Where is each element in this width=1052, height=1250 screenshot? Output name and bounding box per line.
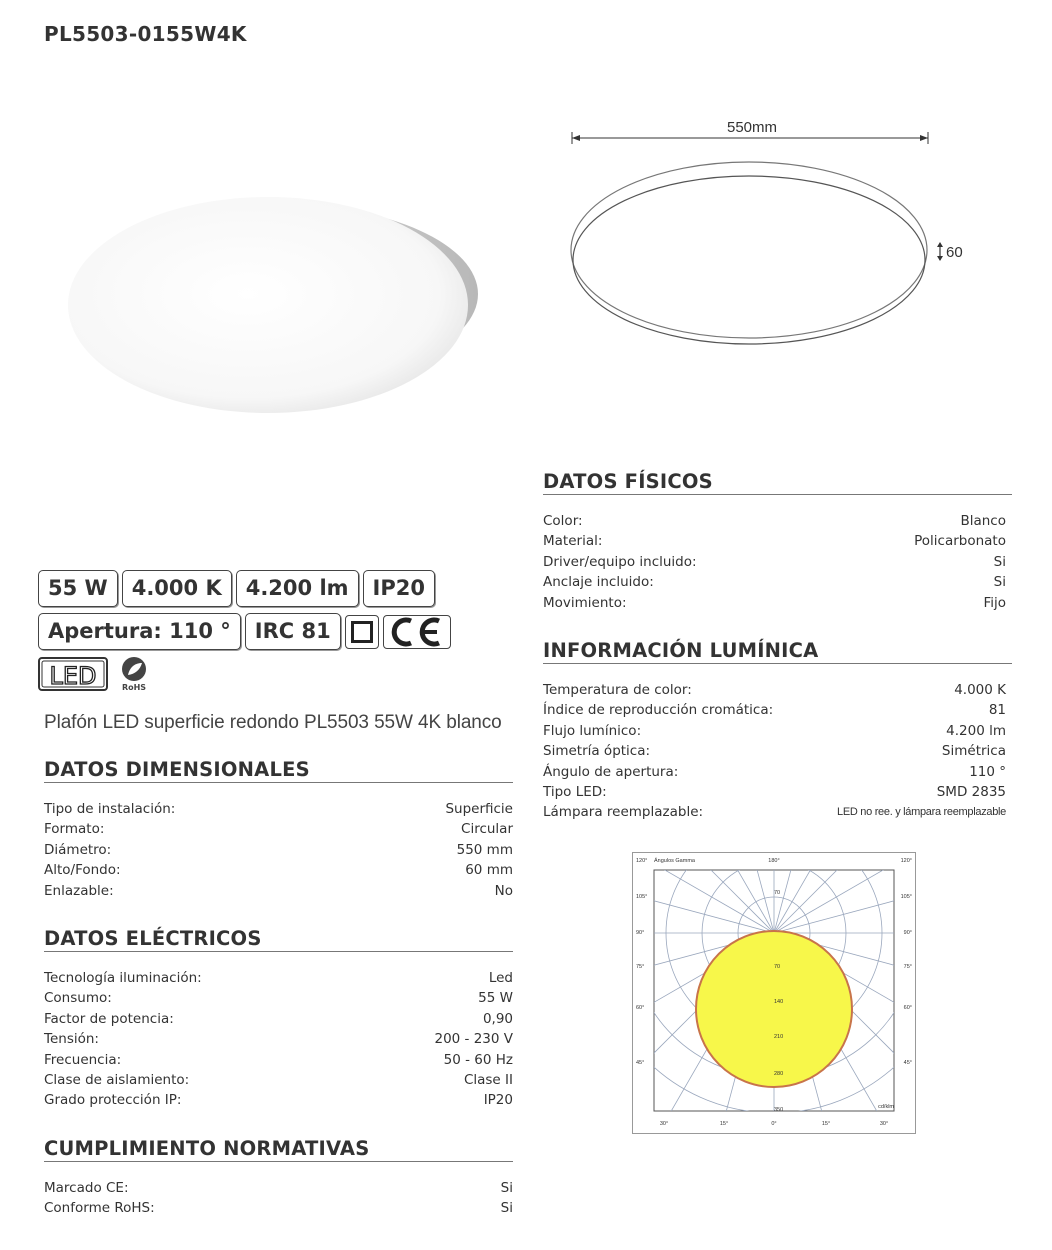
power-badge: 55 W <box>38 570 118 607</box>
spec-value: No <box>494 882 513 899</box>
spec-value: Policarbonato <box>914 533 1006 550</box>
spec-value: Led <box>488 970 513 986</box>
spec-value: Si <box>500 1180 513 1196</box>
spec-value: 4.000 K <box>954 682 1006 698</box>
width-label: 550mm <box>726 119 778 136</box>
spec-label: Marcado CE: <box>44 1180 129 1196</box>
spec-row <box>543 741 1006 761</box>
spec-label: Movimiento: <box>543 594 627 611</box>
bottom-angle-label: 0° <box>771 1121 777 1127</box>
spec-label: Conforme RoHS: <box>44 1200 155 1217</box>
spec-label: Formato: <box>44 821 105 838</box>
ip-badge: IP20 <box>363 570 435 607</box>
spec-label: Frecuencia: <box>44 1051 122 1068</box>
spec-row <box>543 531 1006 551</box>
spec-value: 4.200 lm <box>946 722 1006 739</box>
spec-row <box>44 1050 513 1070</box>
bottom-angle-label: 30° <box>879 1121 889 1127</box>
spec-row <box>44 988 513 1008</box>
spec-row <box>44 819 513 839</box>
spec-row <box>543 680 1006 700</box>
aperture-badge: Apertura: 110 ° <box>38 613 241 650</box>
radial-value-label: 210 <box>774 1034 784 1040</box>
spec-row <box>44 1070 513 1090</box>
lumen-badge: 4.200 lm <box>236 570 359 607</box>
spec-label: Anclaje incluido: <box>543 574 654 591</box>
right-angle-label: 90° <box>903 930 912 936</box>
spec-row <box>543 572 1006 592</box>
left-angle-label: 75° <box>636 964 645 970</box>
spec-value: 60 mm <box>465 862 513 879</box>
product-photo <box>60 190 490 430</box>
spec-label: Alto/Fondo: <box>44 862 121 879</box>
spec-value: Si <box>993 553 1006 570</box>
spec-value: Si <box>993 574 1006 591</box>
spec-label: Tecnología iluminación: <box>44 970 202 986</box>
spec-row <box>44 1090 513 1110</box>
spec-value: 200 - 230 V <box>434 1031 513 1048</box>
spec-value: Simétrica <box>941 743 1006 760</box>
spec-value: IP20 <box>483 1092 513 1109</box>
right-angle-label: 45° <box>903 1060 912 1066</box>
corner-angle-label: 120° <box>636 858 648 864</box>
spec-label: Clase de aislamiento: <box>44 1072 190 1089</box>
spec-value: Blanco <box>960 513 1006 529</box>
irc-badge: IRC 81 <box>245 613 341 650</box>
left-angle-label: 105° <box>636 894 648 900</box>
rohs-logo-icon <box>118 656 152 692</box>
product-name: Plafón LED superficie redondo PL5503 55W 4K blanco <box>44 712 502 733</box>
distribution-curve <box>696 931 852 1087</box>
spec-value: 81 <box>988 702 1006 719</box>
class-ii-icon <box>345 615 379 649</box>
spec-value: Circular <box>461 821 513 838</box>
spec-row <box>44 1178 513 1198</box>
spec-row <box>543 762 1006 782</box>
spec-label: Driver/equipo incluido: <box>543 553 697 570</box>
spec-row <box>543 552 1006 572</box>
spec-row <box>543 593 1006 613</box>
spec-label: Simetría óptica: <box>543 743 651 760</box>
spec-value: SMD 2835 <box>936 784 1006 801</box>
radial-value-label: 70 <box>774 890 781 896</box>
spec-value: Superficie <box>445 801 513 817</box>
corner-angle-label: 180° <box>768 858 780 864</box>
svg-text:LED: LED <box>49 662 97 690</box>
bottom-angle-label: 15° <box>719 1121 729 1127</box>
spec-row <box>44 1029 513 1049</box>
section-title: DATOS FÍSICOS <box>543 470 1012 495</box>
section-luminous <box>543 639 1012 823</box>
spec-row <box>44 860 513 880</box>
spec-label: Índice de reproducción cromática: <box>543 702 774 719</box>
spec-label: Factor de potencia: <box>44 1010 174 1027</box>
right-angle-label: 60° <box>903 1005 912 1011</box>
radial-value-label: 350 <box>774 1107 784 1113</box>
section-physical <box>543 470 1012 613</box>
spec-row <box>543 782 1006 802</box>
spec-value: Fijo <box>983 594 1006 611</box>
left-angle-label: 45° <box>636 1060 645 1066</box>
spec-row <box>44 1009 513 1029</box>
dimension-drawing <box>560 110 980 360</box>
section-title: DATOS ELÉCTRICOS <box>44 927 513 952</box>
bottom-angle-label: 30° <box>659 1121 669 1127</box>
ce-mark-icon <box>383 615 451 649</box>
spec-row <box>543 721 1006 741</box>
spec-row <box>543 802 1006 822</box>
polar-title: Ángulos Gamma <box>654 858 695 864</box>
spec-value: 550 mm <box>456 841 513 858</box>
spec-value: Clase II <box>463 1072 513 1089</box>
spec-label: Material: <box>543 533 603 550</box>
spec-row <box>44 881 513 901</box>
spec-label: Color: <box>543 513 583 529</box>
photometric-polar-diagram <box>632 852 916 1134</box>
spec-label: Lámpara reemplazable: <box>543 804 704 821</box>
right-angle-label: 75° <box>903 964 912 970</box>
section-title: CUMPLIMIENTO NORMATIVAS <box>44 1137 513 1162</box>
spec-value: 0,90 <box>482 1010 513 1027</box>
spec-value: 110 ° <box>969 763 1006 780</box>
spec-row <box>44 968 513 988</box>
product-code: PL5503-0155W4K <box>44 22 247 46</box>
spec-row <box>543 511 1006 531</box>
color-temp-badge: 4.000 K <box>122 570 232 607</box>
spec-row <box>44 1198 513 1218</box>
spec-label: Tipo LED: <box>543 784 607 801</box>
spec-row <box>44 840 513 860</box>
corner-angle-label: 120° <box>900 858 912 864</box>
height-label: 60 <box>946 244 963 261</box>
spec-label: Ángulo de apertura: <box>543 763 679 780</box>
led-logo-icon <box>38 657 108 691</box>
radial-value-label: 70 <box>774 964 781 970</box>
left-angle-label: 90° <box>636 930 645 936</box>
spec-row <box>44 799 513 819</box>
section-title: INFORMACIÓN LUMÍNICA <box>543 639 1012 664</box>
spec-value: 55 W <box>478 990 513 1007</box>
section-dimensional <box>44 758 513 901</box>
spec-label: Consumo: <box>44 990 112 1007</box>
bottom-angle-label: 15° <box>821 1121 831 1127</box>
spec-value: Si <box>500 1200 513 1217</box>
spec-label: Grado protección IP: <box>44 1092 182 1109</box>
right-angle-label: 105° <box>900 894 912 900</box>
spec-badges <box>38 570 518 692</box>
radial-value-label: 140 <box>774 999 784 1005</box>
spec-label: Flujo lumínico: <box>543 722 642 739</box>
spec-label: Tipo de instalación: <box>44 801 176 817</box>
radial-value-label: 280 <box>774 1071 784 1077</box>
spec-label: Tensión: <box>44 1031 99 1048</box>
section-electrical <box>44 927 513 1111</box>
left-angle-label: 60° <box>636 1005 645 1011</box>
unit-label: cd/klm <box>878 1104 894 1110</box>
spec-row <box>543 700 1006 720</box>
spec-value: LED no ree. y lámpara reemplazable <box>837 806 1006 819</box>
spec-label: Diámetro: <box>44 841 112 858</box>
section-title: DATOS DIMENSIONALES <box>44 758 513 783</box>
spec-label: Enlazable: <box>44 882 114 899</box>
section-compliance <box>44 1137 513 1219</box>
spec-value: 50 - 60 Hz <box>443 1051 513 1068</box>
spec-label: Temperatura de color: <box>543 682 692 698</box>
svg-text:RoHS: RoHS <box>121 683 147 692</box>
